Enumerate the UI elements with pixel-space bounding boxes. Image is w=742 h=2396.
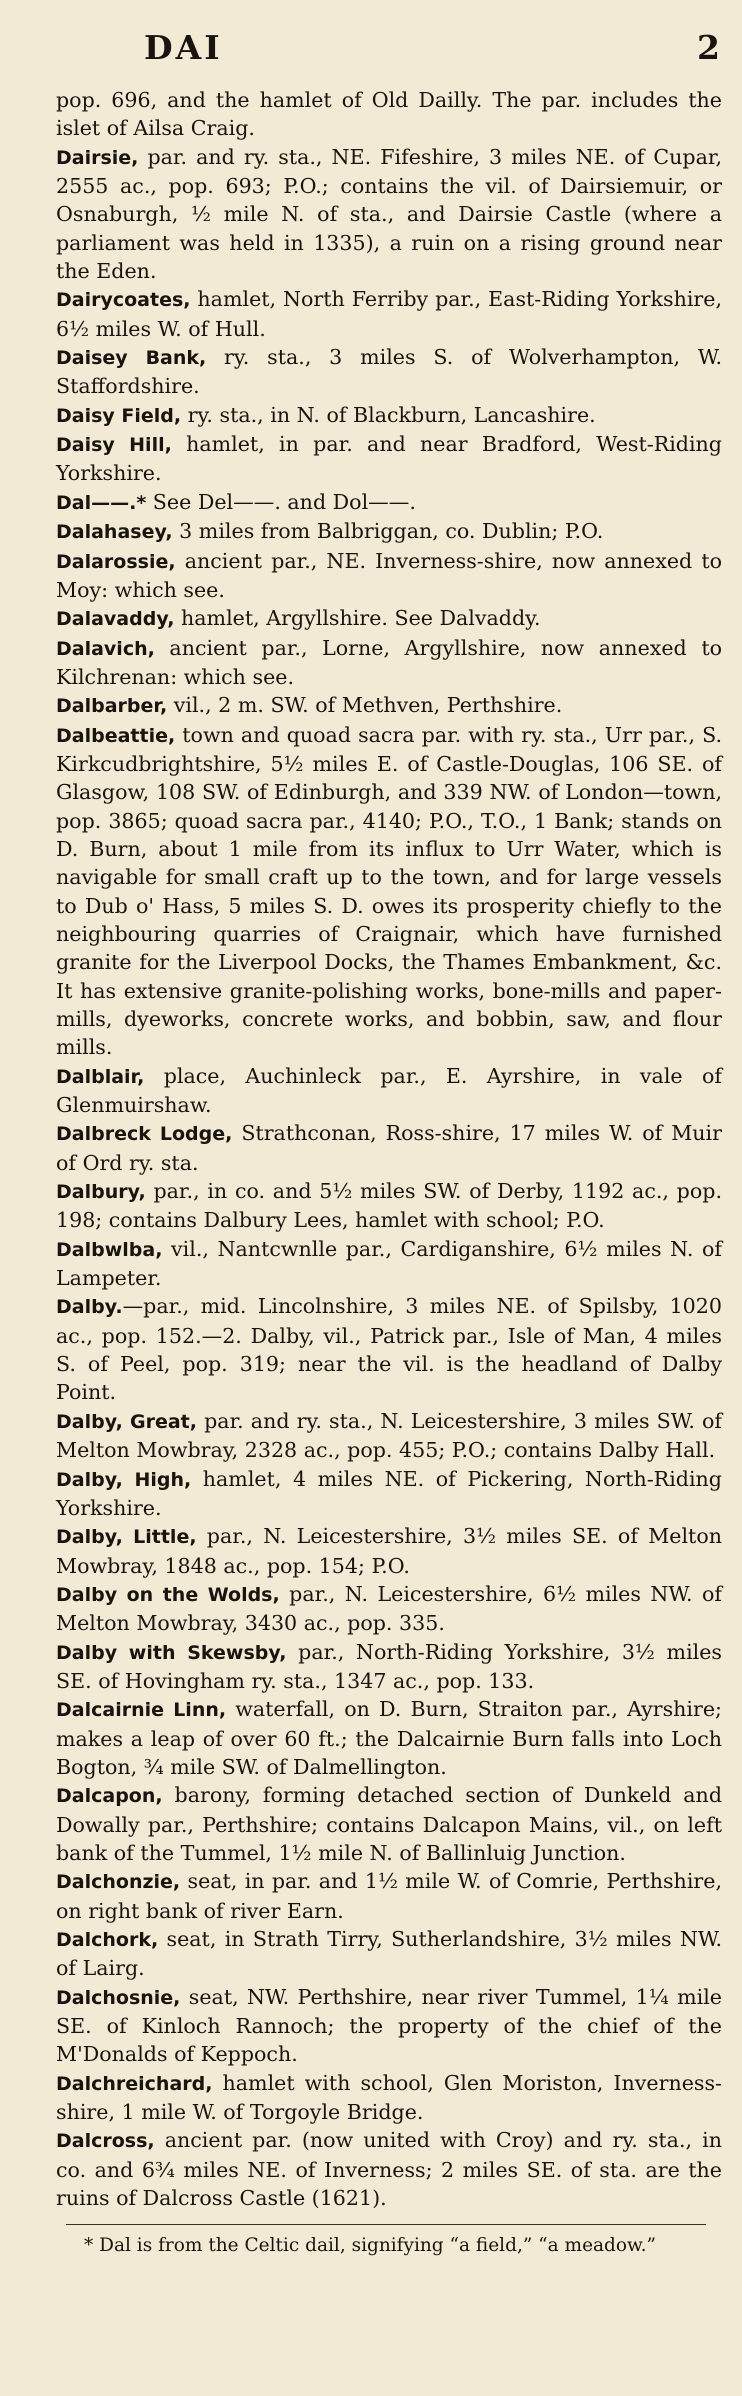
- entry-headword: Dalby on the Wolds,: [56, 1583, 280, 1606]
- entry-headword: Dalchreichard,: [56, 2072, 213, 2095]
- gazetteer-entry: [56, 343, 722, 401]
- entry-text: vil., 2 m. SW. of Methven, Perthshire.: [167, 693, 563, 718]
- entry-text: —par., mid. Lincolnshire, 3 miles NE. of Spilsby, 1020 ac., pop. 152.—2. Dalby, vil., Patrick par., Isle of Man, 4 miles S. of Peel, pop. 319; near the vil. is the headland of Dalby Point.: [56, 1294, 722, 1405]
- entry-text: seat, NW. Perthshire, near river Tummel, 1¼ mile SE. of Kinloch Rannoch; the property of the chief of the M'Donalds of Keppoch.: [56, 1984, 722, 2067]
- gazetteer-entry: [56, 1580, 722, 1638]
- gazetteer-entry: [56, 2126, 722, 2212]
- entry-headword: Daisy Hill,: [56, 434, 172, 457]
- entry-text: par., N. Leicestershire, 6½ miles NW. of Melton Mowbray, 3430 ac., pop. 335.: [56, 1581, 723, 1636]
- entry-text: hamlet, 4 miles NE. of Pickering, North-Riding Yorkshire.: [56, 1466, 722, 1520]
- gazetteer-entry: [56, 86, 722, 143]
- entry-text: par. and ry. sta., NE. Fifeshire, 3 miles NE. of Cupar, 2555 ac., pop. 693; P.O.; contains the vil. of Dairsiemuir, or Osnaburgh, ½ mile N. of sta., and Dairsie Castle (where a parliament was held in 1335), a ruin on a rising ground near the Eden.: [56, 144, 722, 284]
- gazetteer-entry: [56, 2069, 722, 2127]
- gazetteer-entry: [56, 517, 722, 546]
- entry-headword: Dalby, Great,: [56, 1410, 197, 1433]
- entry-text: ancient par. (now united with Croy) and ry. sta., in co. and 6¾ miles NE. of Inverness; 2 miles SE. of sta. are the ruins of Dalcross Castle (1621).: [56, 2128, 722, 2211]
- entry-text: hamlet, Argyllshire. See Dalvaddy.: [174, 606, 541, 631]
- entry-headword: Dalahasey,: [56, 521, 173, 544]
- footnote-rule: [66, 2224, 706, 2225]
- entry-headword: Dalcapon,: [56, 1785, 163, 1808]
- entry-headword: Dal——.*: [56, 491, 147, 514]
- gazetteer-entry: [56, 143, 722, 286]
- entry-text: town and quoad sacra par. with ry. sta., Urr par., S. Kirkcudbrightshire, 5½ miles E. of Castle-Douglas, 106 SE. of Glasgow, 108 SW. of Edinburgh, and 339 NW. of London—town, pop. 3865; quoad sacra par., 4140; P.O., T.O., 1 Bank; stands on D. Burn, about 1 mile from its influx to Urr Water, which is navigable for small craft up to the town, and for large vessels to Dub o' Hass, 5 miles S. D. owes its prosperity chiefly to the neighbouring quarries of Craignair, which have furnished granite for the Liverpool Docks, the Thames Embankment, &c. It has extensive granite-polishing works, bone-mills and paper-mills, dyeworks, concrete works, and bobbin, saw, and flour mills.: [56, 722, 722, 1060]
- entry-text: ancient par., Lorne, Argyllshire, now annexed to Kilchrenan: which see.: [56, 635, 722, 689]
- entry-headword: Dalavaddy,: [56, 608, 175, 631]
- entry-headword: Dalchork,: [56, 1929, 159, 1951]
- gazetteer-entry: [56, 401, 722, 430]
- entry-text: seat, in Strath Tirry, Sutherlandshire, 3½ miles NW. of Lairg.: [56, 1927, 722, 1981]
- entry-text: ancient par., NE. Inverness-shire, now annexed to Moy: which see.: [56, 548, 722, 602]
- gazetteer-entry: [56, 1292, 722, 1406]
- entry-headword: Dalcross,: [56, 2130, 155, 2153]
- footnote-text: * Dal is from the Celtic dail, signifying “a field,” “a meadow.”: [84, 2235, 657, 2257]
- gazetteer-entry: [56, 1407, 722, 1465]
- gazetteer-entry: [56, 1867, 722, 1925]
- entry-text: ry. sta., 3 miles S. of Wolverhampton, W. Staffordshire.: [56, 345, 722, 399]
- entry-headword: Dalbreck Lodge,: [56, 1123, 233, 1146]
- gazetteer-entry: [56, 721, 722, 1062]
- gazetteer-entry: [56, 1177, 722, 1235]
- entry-text: 3 miles from Balbriggan, co. Dublin; P.O.: [172, 519, 604, 544]
- gazetteer-entry: [56, 1522, 722, 1580]
- entry-headword: Dairycoates,: [56, 289, 191, 312]
- entry-text: Strathconan, Ross-shire, 17 miles W. of Muir of Ord ry. sta.: [56, 1121, 722, 1175]
- entry-text: hamlet, in par. and near Bradford, West-Riding Yorkshire.: [56, 432, 722, 486]
- entry-headword: Dalbwlba,: [56, 1238, 163, 1261]
- entry-text: pop. 696, and the hamlet of Old Dailly. The par. includes the islet of Ailsa Craig.: [56, 88, 722, 141]
- entry-text: hamlet with school, Glen Moriston, Inverness-shire, 1 mile W. of Torgoyle Bridge.: [56, 2070, 722, 2125]
- entry-headword: Daisey Bank,: [56, 347, 207, 370]
- gazetteer-entry: [56, 1235, 722, 1293]
- gazetteer-entry: [56, 1062, 722, 1120]
- gazetteer-entry: [56, 430, 722, 488]
- entry-headword: Dairsie,: [56, 146, 139, 169]
- entry-headword: Dalblair,: [56, 1065, 145, 1088]
- entry-text: seat, in par. and 1½ mile W. of Comrie, Perthshire, on right bank of river Earn.: [56, 1869, 722, 1923]
- gazetteer-entry: [56, 691, 722, 720]
- entry-headword: Dalby, Little,: [56, 1526, 197, 1549]
- entry-headword: Dalavich,: [56, 637, 155, 660]
- entry-headword: Dalby.: [56, 1296, 123, 1319]
- gazetteer-entry: [56, 1119, 722, 1177]
- entry-headword: Dalchonzie,: [56, 1871, 181, 1894]
- gazetteer-entry: [56, 547, 722, 605]
- gazetteer-entries: [56, 86, 722, 2212]
- entry-headword: Dalbeattie,: [56, 724, 176, 747]
- gazetteer-entry: [56, 1925, 722, 1983]
- entry-headword: Dalbury,: [56, 1181, 146, 1204]
- entry-headword: Daisy Field,: [56, 404, 182, 427]
- entry-headword: Dalby with Skewsby,: [56, 1641, 287, 1664]
- gazetteer-entry: [56, 604, 722, 633]
- gazetteer-entry: [56, 1781, 722, 1867]
- running-head: DAI: [144, 28, 223, 67]
- page-header: [56, 0, 722, 86]
- entry-text: waterfall, on D. Burn, Straiton par., Ayrshire; makes a leap of over 60 ft.; the Dalcairnie Burn falls into Loch Bogton, ¾ mile SW. of Dalmellington.: [56, 1697, 722, 1779]
- footnote: [56, 2233, 722, 2258]
- entry-text: par. and ry. sta., N. Leicestershire, 3 miles SW. of Melton Mowbray, 2328 ac., pop. 455; P.O.; contains Dalby Hall.: [56, 1408, 723, 1463]
- page-number: 2: [697, 28, 720, 67]
- entry-text: hamlet, North Ferriby par., East-Riding Yorkshire, 6½ miles W. of Hull.: [56, 287, 722, 341]
- gazetteer-entry: [56, 1983, 722, 2069]
- entry-headword: Dalby, High,: [56, 1468, 192, 1491]
- gazetteer-entry: [56, 1695, 722, 1781]
- entry-text: place, Auchinleck par., E. Ayrshire, in vale of Glenmuirshaw.: [56, 1063, 722, 1118]
- entry-text: See Del——. and Dol——.: [146, 489, 416, 514]
- entry-headword: Dalchosnie,: [56, 1986, 181, 2009]
- gazetteer-entry: [56, 634, 722, 692]
- gazetteer-entry: [56, 1638, 722, 1696]
- entry-text: par., North-Riding Yorkshire, 3½ miles SE. of Hovingham ry. sta., 1347 ac., pop. 133.: [56, 1639, 722, 1693]
- entry-headword: Dalcairnie Linn,: [56, 1699, 227, 1722]
- entry-text: par., in co. and 5½ miles SW. of Derby, 1192 ac., pop. 198; contains Dalbury Lees, hamlet with school; P.O.: [56, 1179, 722, 1233]
- gazetteer-entry: [56, 488, 722, 517]
- gazetteer-entry: [56, 285, 722, 343]
- entry-text: vil., Nantcwnlle par., Cardiganshire, 6½ miles N. of Lampeter.: [56, 1236, 722, 1291]
- gazetteer-entry: [56, 1465, 722, 1523]
- entry-text: ry. sta., in N. of Blackburn, Lancashire.: [181, 402, 596, 427]
- entry-text: par., N. Leicestershire, 3½ miles SE. of Melton Mowbray, 1848 ac., pop. 154; P.O.: [56, 1524, 722, 1578]
- entry-headword: Dalarossie,: [56, 550, 176, 573]
- entry-headword: Dalbarber,: [56, 695, 168, 718]
- entry-text: barony, forming detached section of Dunkeld and Dowally par., Perthshire; contains Dalcapon Mains, vil., on left bank of the Tummel, 1½ mile N. of Ballinluig Junction.: [56, 1783, 722, 1865]
